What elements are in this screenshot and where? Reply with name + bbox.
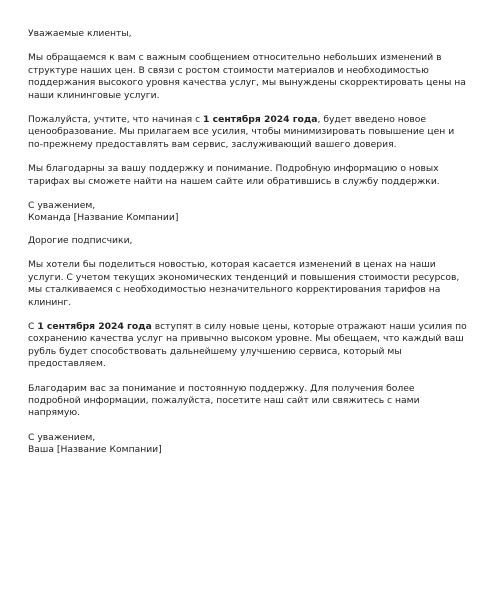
letter-signature: Команда [Название Компании] <box>28 212 179 224</box>
letter-greeting: Уважаемые клиенты, <box>28 28 132 39</box>
letter-signature: Ваша [Название Компании] <box>28 444 162 456</box>
letter-paragraph: Благодарим вас за понимание и постоянную поддержку. Для получения более подробной информации, пожалуйста, посетите наш сайт или свяжитесь с нами напрямую. <box>28 382 420 419</box>
effective-date: 1 сентября 2024 года <box>203 114 318 126</box>
letter-closing: С уважением, <box>28 431 96 443</box>
letter-greeting: Дорогие подписчики, <box>28 235 133 246</box>
letter-clients <box>28 28 470 225</box>
letter-closing: С уважением, <box>28 200 96 212</box>
letter-paragraph: Мы обращаемся к вам с важным сообщением относительно небольших изменений в структуре наших цен. В связи с ростом стоимости материалов и необходимостью поддержания высокого уровня качества услуг, мы вынуждены скорректировать цены на наши клининговые услуги. <box>28 52 466 101</box>
letter-paragraph: Мы хотели бы поделиться новостью, которая касается изменений в ценах на наши услуги. С учетом текущих экономических тенденций и повышения стоимости ресурсов, мы сталкиваемся с необходимостью незначительного корректирования тарифов на клининг. <box>28 259 460 308</box>
letter-subscribers <box>28 235 470 457</box>
paragraph-text: С <box>28 321 38 333</box>
effective-date: 1 сентября 2024 года <box>37 321 152 333</box>
letter-paragraph <box>28 321 470 371</box>
paragraph-text: вступят в силу новые цены, которые отражают наши усилия по сохранению качества услуг на привычно высоком уровне. Мы обещаем, что каждый ваш рубль будет способствовать дальнейшему улучшению сервиса, который мы предоставляем. <box>28 321 467 370</box>
letter-paragraph: Мы благодарны за вашу поддержку и понимание. Подробную информацию о новых тарифах вы сможете найти на нашем сайте или обратившись в службу поддержки. <box>28 163 440 187</box>
paragraph-text: Пожалуйста, учтите, что начиная с <box>28 114 204 126</box>
paragraph-text: , будет введено новое ценообразование. Мы прилагаем все усилия, чтобы минимизировать повышение цен и по-прежнему предоставлять вам сервис, заслуживающий вашего доверия. <box>28 114 455 150</box>
letter-paragraph <box>28 114 470 151</box>
